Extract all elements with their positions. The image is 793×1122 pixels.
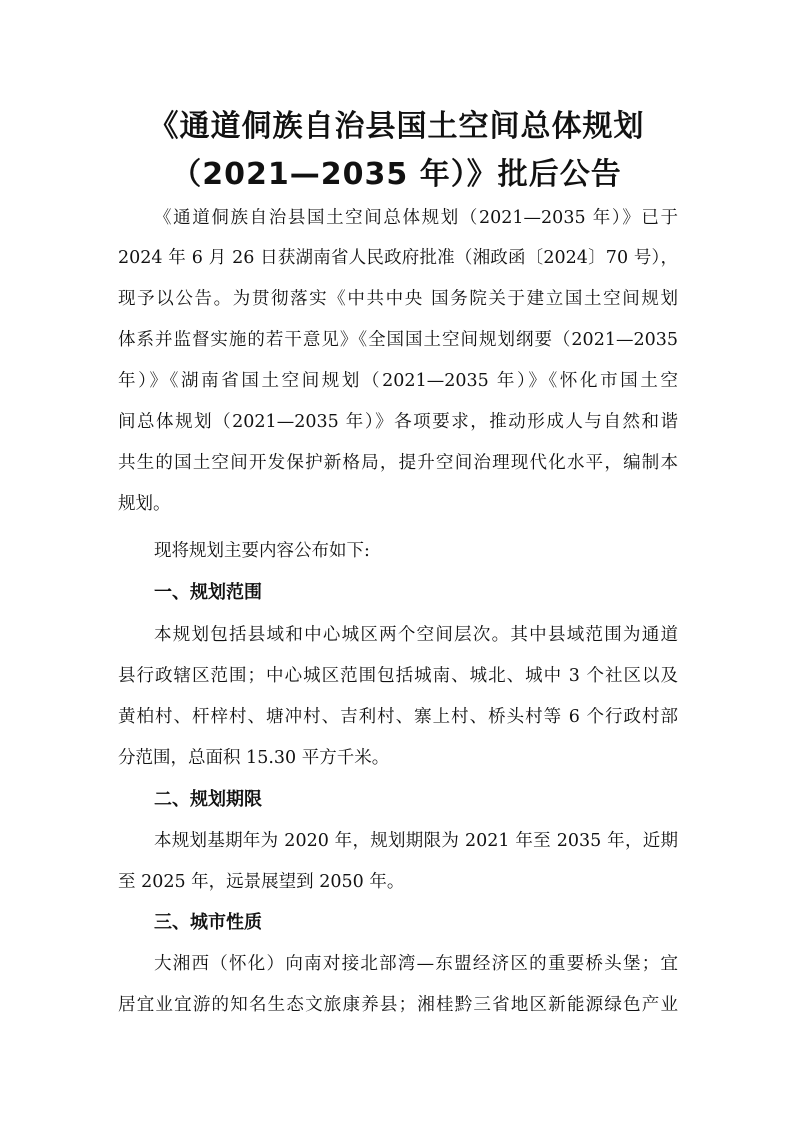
intro-line: 年）》《湖南省国土空间规划（2021—2035 年）》《怀化市国土空 bbox=[118, 371, 678, 391]
period-line: 至 2025 年，远景展望到 2050 年。 bbox=[118, 872, 405, 892]
scope-line: 本规划包括县域和中心城区两个空间层次。其中县域范围为通道 bbox=[154, 625, 678, 645]
document-title-line-2: （2021—2035 年）》批后公告 bbox=[171, 157, 622, 192]
announce-line: 现将规划主要内容公布如下: bbox=[154, 541, 370, 561]
intro-line: 《通道侗族自治县国土空间总体规划（2021—2035 年）》已于 bbox=[154, 208, 678, 228]
intro-line: 间总体规划（2021—2035 年）》各项要求，推动形成人与自然和谐 bbox=[118, 412, 678, 432]
scope-line: 分范围，总面积 15.30 平方千米。 bbox=[118, 748, 390, 768]
intro-line: 2024 年 6 月 26 日获湖南省人民政府批准（湘政函〔2024〕70 号）， bbox=[118, 248, 678, 268]
nature-line: 居宜业宜游的知名生态文旅康养县；湘桂黔三省地区新能源绿色产业 bbox=[118, 995, 678, 1015]
scope-line: 县行政辖区范围；中心城区范围包括城南、城北、城中 3 个社区以及 bbox=[118, 666, 678, 686]
document-title-line-1: 《通道侗族自治县国土空间总体规划 bbox=[148, 109, 645, 144]
section-heading-period: 二、规划期限 bbox=[154, 789, 262, 810]
section-heading-scope: 一、规划范围 bbox=[154, 582, 262, 603]
nature-line: 大湘西（怀化）向南对接北部湾—东盟经济区的重要桥头堡；宜 bbox=[154, 954, 678, 974]
intro-line: 共生的国土空间开发保护新格局，提升空间治理现代化水平，编制本 bbox=[118, 453, 678, 473]
intro-line: 规划。 bbox=[118, 494, 171, 514]
section-heading-nature: 三、城市性质 bbox=[154, 912, 262, 933]
scope-line: 黄柏村、杆梓村、塘冲村、吉利村、寨上村、桥头村等 6 个行政村部 bbox=[118, 707, 678, 727]
intro-line: 体系并监督实施的若干意见》《全国国土空间规划纲要（2021—2035 bbox=[118, 330, 678, 350]
intro-line: 现予以公告。为贯彻落实《中共中央 国务院关于建立国土空间规划 bbox=[118, 289, 678, 309]
period-line: 本规划基期年为 2020 年，规划期限为 2021 年至 2035 年，近期 bbox=[154, 831, 678, 851]
